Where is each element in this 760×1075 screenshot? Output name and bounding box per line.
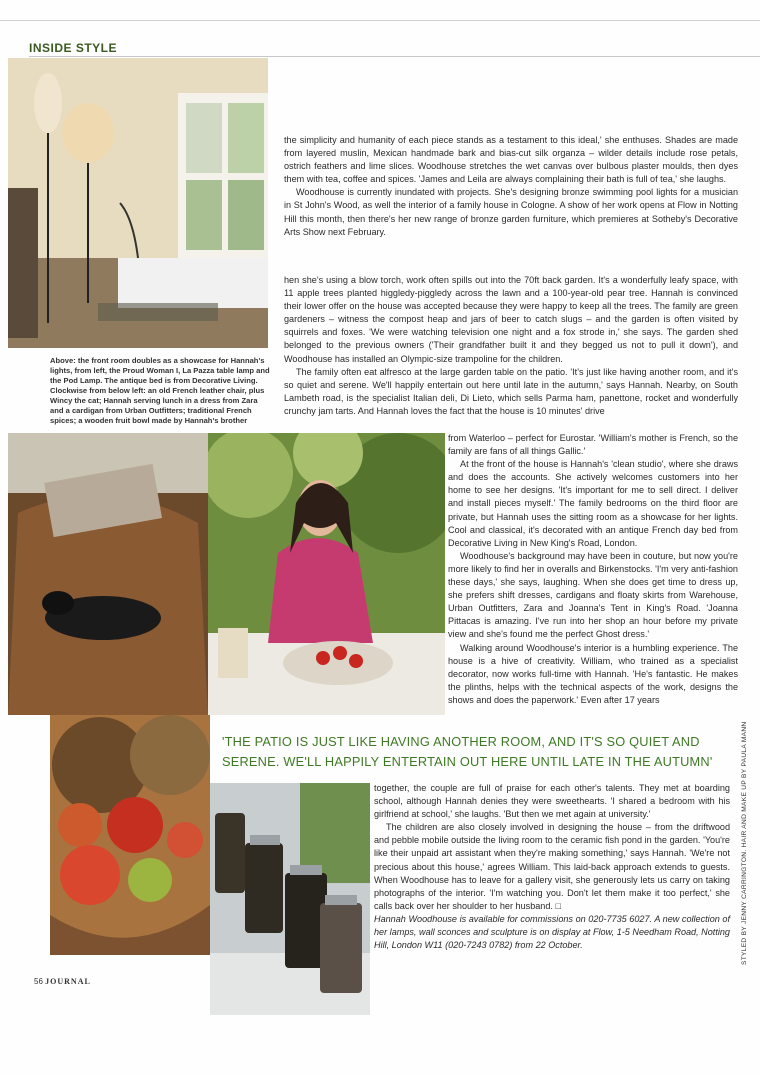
styling-credit: STYLED BY JENNY CARRINGTON. HAIR AND MAKE UP BY PAULA MANN [741, 721, 748, 965]
column-top [284, 134, 738, 239]
page-footer [34, 977, 91, 986]
photo-hannah-lunch [208, 433, 445, 715]
photo-fruit-bowl [50, 715, 210, 955]
paragraph: the simplicity and humanity of each piece stands as a testament to this ideal,' she enthuses. Shades are made from layered muslin, Mexican handmade bark and bias-cut silk organza – wilder details include rose petals, ostrich feathers and lime slices. Woodhouse stretches the wet canvas over bulbous plaster moulds, then dyes them with tea, coffee and spices. 'James and Leila are always complaining their bath is full of tea,' she laughs. [284, 135, 738, 185]
paragraph: together, the couple are full of praise for each other's talents. They met at boarding school, although Hannah denies they were sweethearts. 'I shared a bedroom with his girlfriend at school,' she laughs. 'But then we met again at university.' [374, 783, 730, 820]
photo-leather-chair [8, 433, 208, 715]
page-number: 56 [34, 977, 43, 986]
pull-quote: 'THE PATIO IS JUST LIKE HAVING ANOTHER ROOM, AND IT'S SO QUIET AND SERENE. WE'LL HAPPILY ENTERTAIN OUT HERE UNTIL LATE IN THE AUTUMN' [222, 734, 713, 769]
magazine-name: JOURNAL [45, 977, 91, 986]
paragraph: The family often eat alfresco at the large garden table on the patio. 'It's just like having another room, and it's so quiet and serene. We'll happily entertain out here until late in the autumn,' says Hannah. Nearby, on South Lambeth road, is the specialist Italian deli, Di Lieto, which sells Parma ham, panettone, rocket and wonderfully crunchy jam tarts. And Hannah loves the fact that the house is 10 minutes' drive [284, 366, 738, 416]
paragraph: The children are also closely involved in designing the house – from the driftwood and pebble mobile outside the living room to the ceramic fish pond in the garden. 'You're like their unpaid art assistant when they're making something,' says Hannah. 'We're not precious about this house,' agrees William. This laid-back approach extends to guests. When Woodhouse has to leave for a gallery visit, she generously lets us carry on taking photographs of the interior. 'I'm watching you. Don't let them make it too perfect,' she calls back over her shoulder to her husband. □ [374, 822, 730, 911]
paragraph: Woodhouse is currently inundated with projects. She's designing bronze swimming pool lights for a musician in St John's Wood, as well the interior of a family house in Cologne. A show of her work opens at Flow in Notting Hill this month, then there's her new range of bronze garden furniture, which premieres at Sotheby's Decorative Arts Show next February. [284, 187, 738, 237]
paragraph: hen she's using a blow torch, work often spills out into the 70ft back garden. It's a wonderfully leafy space, with 11 apple trees planted higgledy-piggledy across the lawn and a 100-year-old pear tree. Hannah is convinced their lower offer on the house was accepted because they were happy to keep all the trees. The family are green gardeners – witness the compost heap and jars of beer to catch slugs – and the garden is often visited by squirrels and foxes. 'We were watching television one night and a fox strode in,' she says. The garden shed belonged to the previous owners ('Their grandfather built it and they begged us not to pull it down'), and Woodhouse has installed an Olympic-size trampoline for the children. [284, 275, 738, 364]
paragraph: from Waterloo – perfect for Eurostar. 'William's mother is French, so the family are fans of all things Gallic.' [448, 433, 738, 457]
paragraph-contact: Hannah Woodhouse is available for commissions on 020-7735 6027. A new collection of her lamps, wall sconces and sculpture is on display at Flow, 1-5 Needham Road, Notting Hill, London W11 (020-7243 0782) from 22 October. [374, 913, 730, 951]
paragraph: Woodhouse's background may have been in couture, but now you're more likely to find her in overalls and Birkenstocks. 'I'm very anti-fashion these days,' she says, laughing. When she does get time to dress up, she prefers shift dresses, cardigans and floaty skirts from Warehouse, Urban Outfitters, Zara and Joanna's Tent in King's Road. 'Joanna Pittacas is amazing. I've run into her shop an hour before my private view and she's found me the perfect Ghost dress.' [448, 550, 738, 640]
column-bottom [374, 782, 730, 952]
header-rule [29, 56, 760, 57]
column-right [448, 432, 738, 707]
photo-spice-jars [210, 783, 370, 1015]
section-header: INSIDE STYLE [29, 41, 118, 55]
top-rule [0, 20, 760, 21]
paragraph: At the front of the house is Hannah's 'clean studio', where she draws and does the accounts. She actively welcomes customers into her home to see her designs. 'It's important for me to sell direct. I deliver and install pieces myself.' The family bedrooms on the third floor are private, but Hannah uses the sitting room as a showcase for her lights. Cool and classical, it's decorated with an antique French day bed from Decorative Living in New King's Road, London. [448, 459, 738, 548]
photo-front-room [8, 58, 268, 348]
column-middle [284, 274, 738, 418]
paragraph: Walking around Woodhouse's interior is a humbling experience. The house is a hive of creativity. William, who trained as a specialist decorator, now works full-time with Hannah. 'He's fantastic. He makes the plinths, helps with the technical aspects of the work, designs the shows and does the paperwork.' Even after 17 years [448, 642, 738, 705]
photo-caption: Above: the front room doubles as a showcase for Hannah's lights, from left, the Proud Woman I, La Pazza table lamp and the Pod Lamp. The antique bed is from Decorative Living. Clockwise from below left: an old French leather chair, plus Wincy the cat; Hannah serving lunch in a dress from Zara and a cardigan from Urban Outfitters; traditional French spices; a wooden fruit bowl made by Hannah's brother [50, 356, 270, 425]
